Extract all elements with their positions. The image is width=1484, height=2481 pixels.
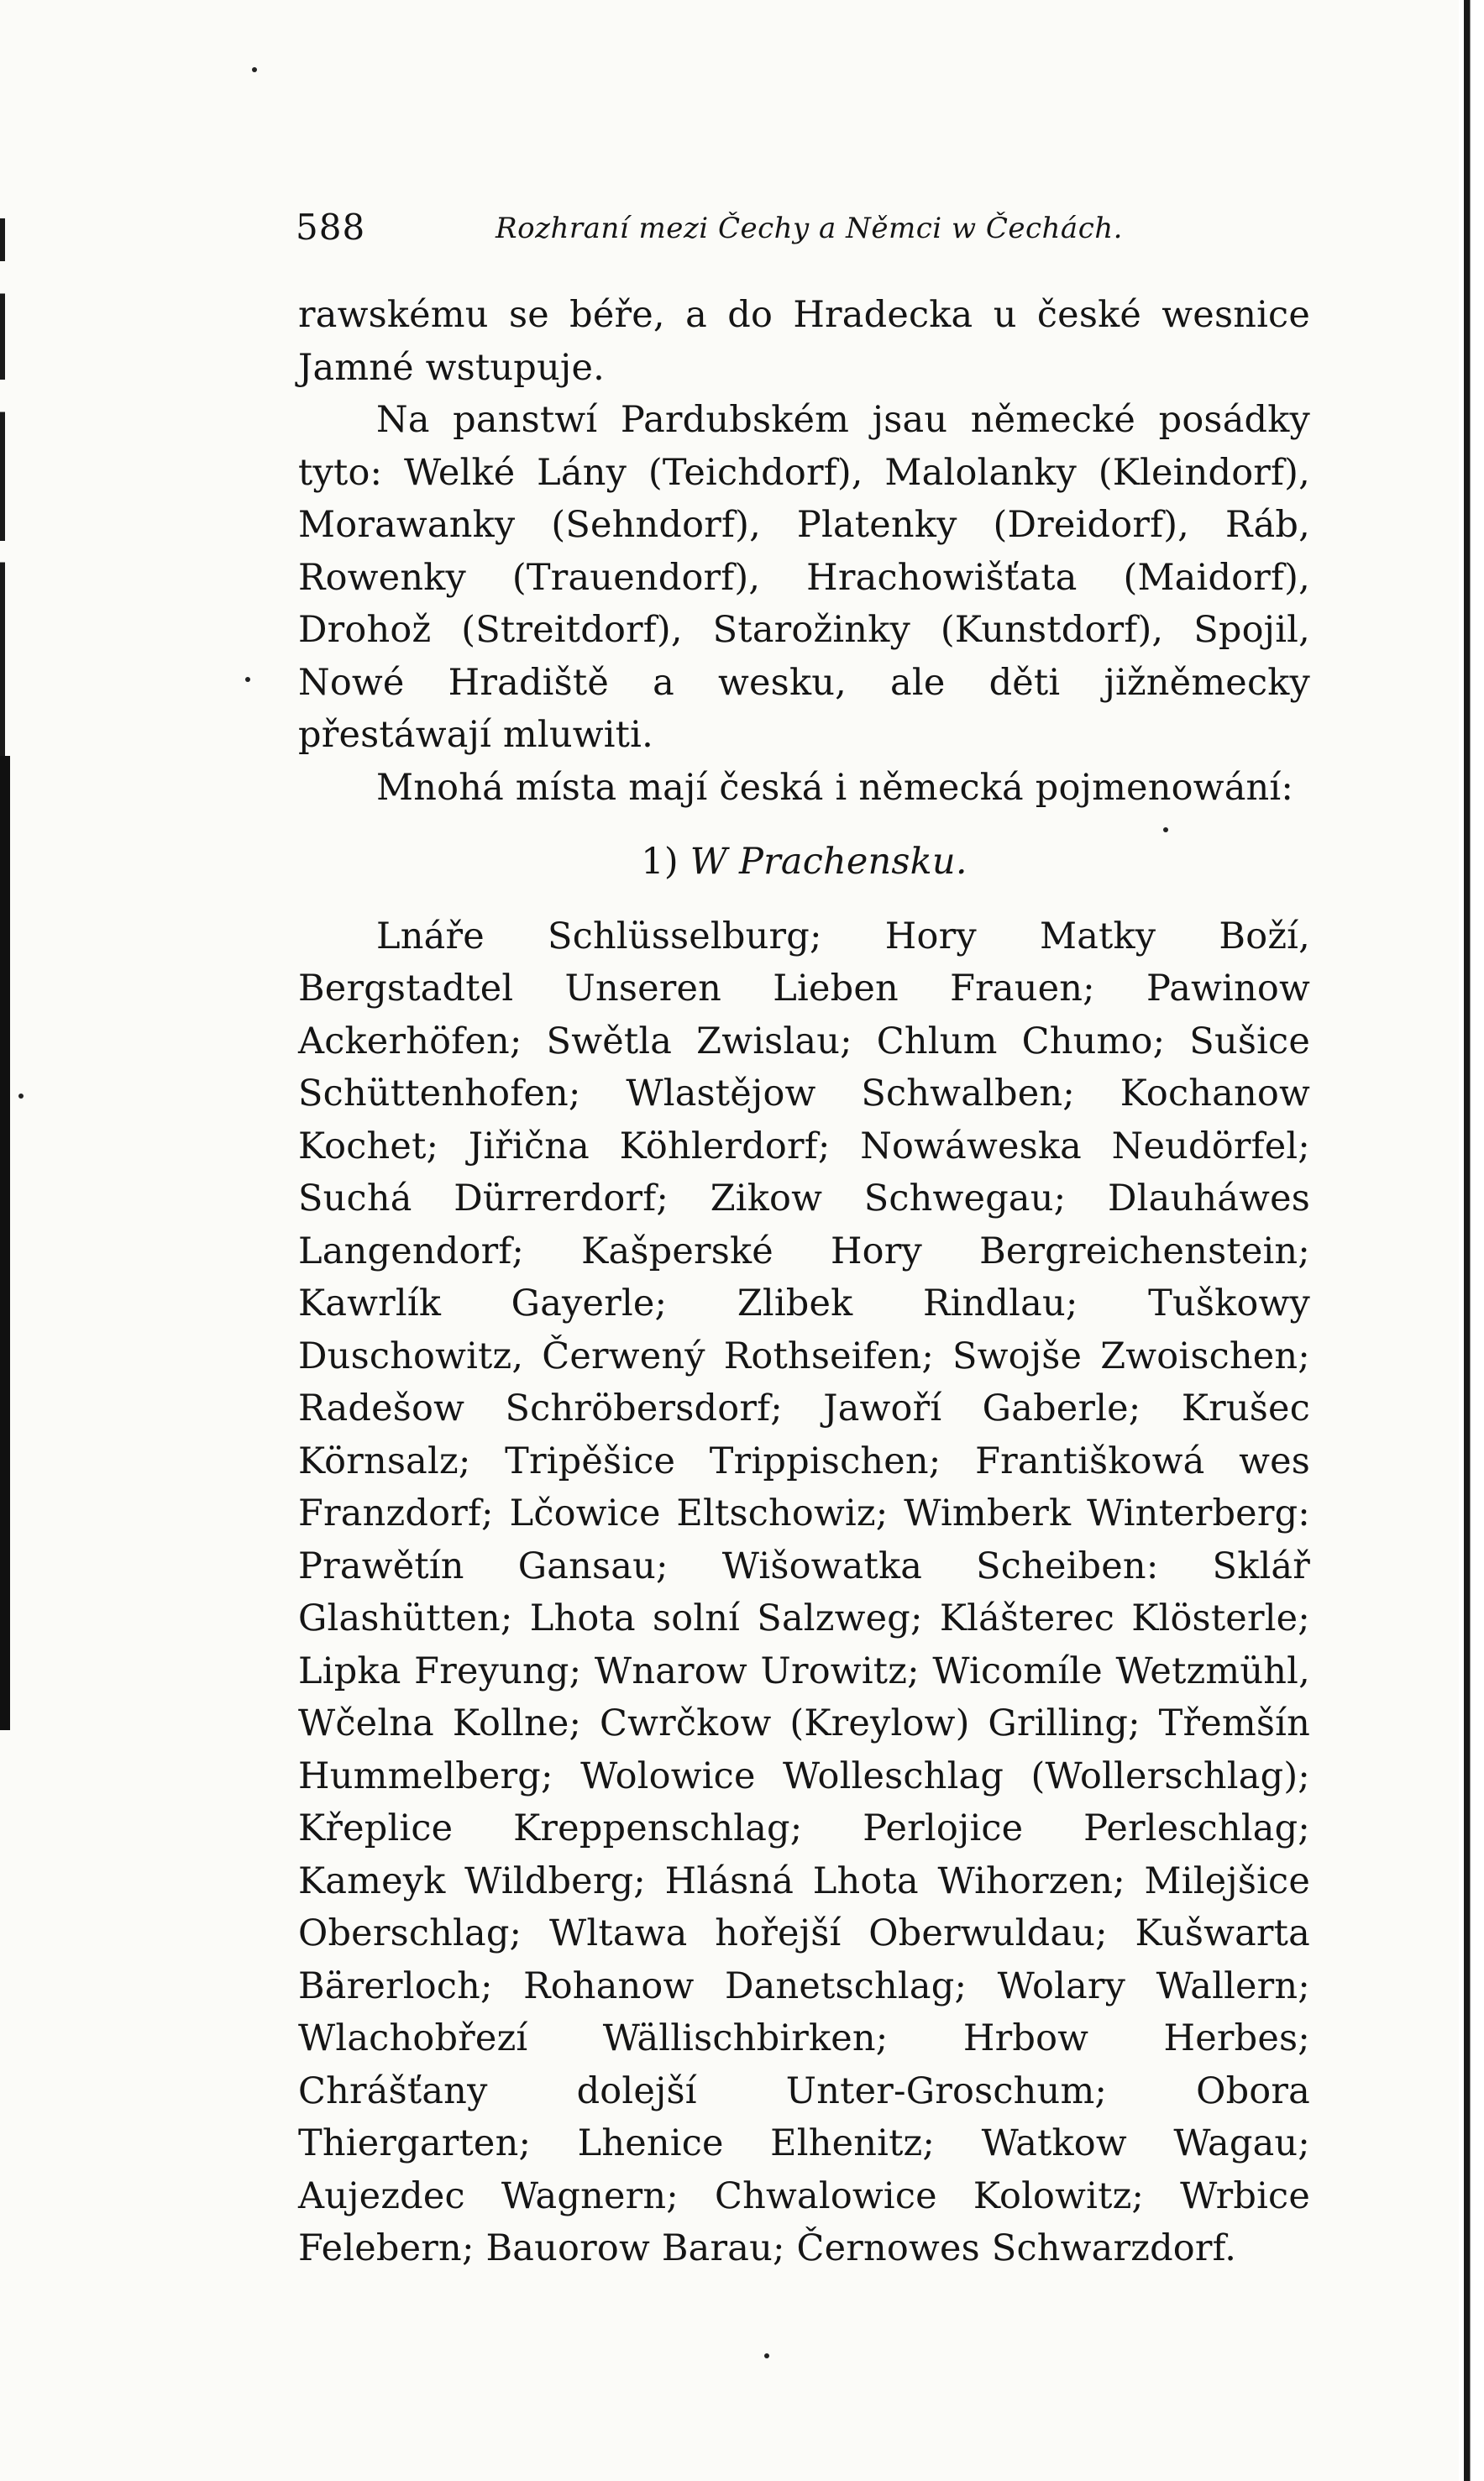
scan-speck	[245, 677, 250, 682]
section-name: W Prachensku.	[690, 841, 967, 883]
scan-speck	[764, 2353, 769, 2358]
main-text	[298, 289, 1310, 2275]
scan-speck	[252, 67, 257, 72]
prachensko-paragraph: Lnáře Schlüsselburg; Hory Matky Boží, Bergstadtel Unseren Lieben Frauen; Pawinow Ackerhöfen; Swětla Zwislau; Chlum Chumo; Sušice Schüttenhofen; Wlastějow Schwalben; Kochanow Kochet; Jiřična Köhlerdorf; Nowáweska Neudörfel; Suchá Dürrerdorf; Zikow Schwegau; Dlauháwes Langendorf; Kašperské Hory Bergreichenstein; Kawrlík Gayerle; Zlibek Rindlau; Tuškowy Duschowitz, Čerwený Rothseifen; Swojše Zwoischen; Radešow Schröbersdorf; Jawoří Gaberle; Krušec Körnsalz; Tripěšice Trippischen; Františkowá wes Franzdorf; Lčowice Eltschowiz; Wimberk Winterberg: Prawětín Gansau; Wišowatka Scheiben: Sklář Glashütten; Lhota solní Salzweg; Klášterec Klösterle; Lipka Freyung; Wnarow Urowitz; Wicomíle Wetzmühl, Wčelna Kollne; Cwrčkow (Kreylow) Grilling; Třemšín Hummelberg; Wolowice Wolleschlag (Wollerschlag); Křeplice Kreppenschlag; Perlojice Perleschlag; Kameyk Wildberg; Hlásná Lhota Wihorzen; Milejšice Oberschlag; Wltawa hořejší Oberwuldau; Kušwarta Bärerloch; Rohanow Danetschlag; Wolary Wallern; Wlachobřezí Wällischbirken; Hrbow Herbes; Chrášťany dolejší Unter-Groschum; Obora Thiergarten; Lhenice Elhenitz; Watkow Wagau; Aujezdec Wagnern; Chwalowice Kolowitz; Wrbice Felebern; Bauorow Barau; Černowes Schwarzdorf.	[298, 915, 1310, 2269]
running-title: Rozhraní mezi Čechy a Němci w Čechách.	[496, 212, 1123, 245]
place-names-intro: Mnohá místa mají česká i německá pojmenowání:	[376, 766, 1294, 809]
continuation-paragraph: rawskému se béře, a do Hradecka u české wesnice Jamné wstupuje.	[298, 294, 1310, 389]
scan-edge-right	[1459, 0, 1484, 2481]
scan-edge-left	[0, 218, 5, 756]
scan-edge-left-dark	[0, 756, 10, 1730]
section-number: 1)	[641, 841, 679, 883]
page-header	[296, 207, 1329, 257]
section-heading	[298, 836, 1310, 889]
page-number: 588	[296, 207, 366, 248]
scan-speck	[18, 1094, 24, 1099]
pardubice-paragraph: Na panstwí Pardubském jsau německé posádky tyto: Welké Lány (Teichdorf), Malolanky (Kleindorf), Morawanky (Sehndorf), Platenky (Dreidorf), Ráb, Rowenky (Trauendorf), Hrachowišťata (Maidorf), Drohož (Streitdorf), Starožinky (Kunstdorf), Spojil, Nowé Hradiště a wesku, ale děti jižněmecky přestáwají mluwiti.	[298, 399, 1310, 756]
